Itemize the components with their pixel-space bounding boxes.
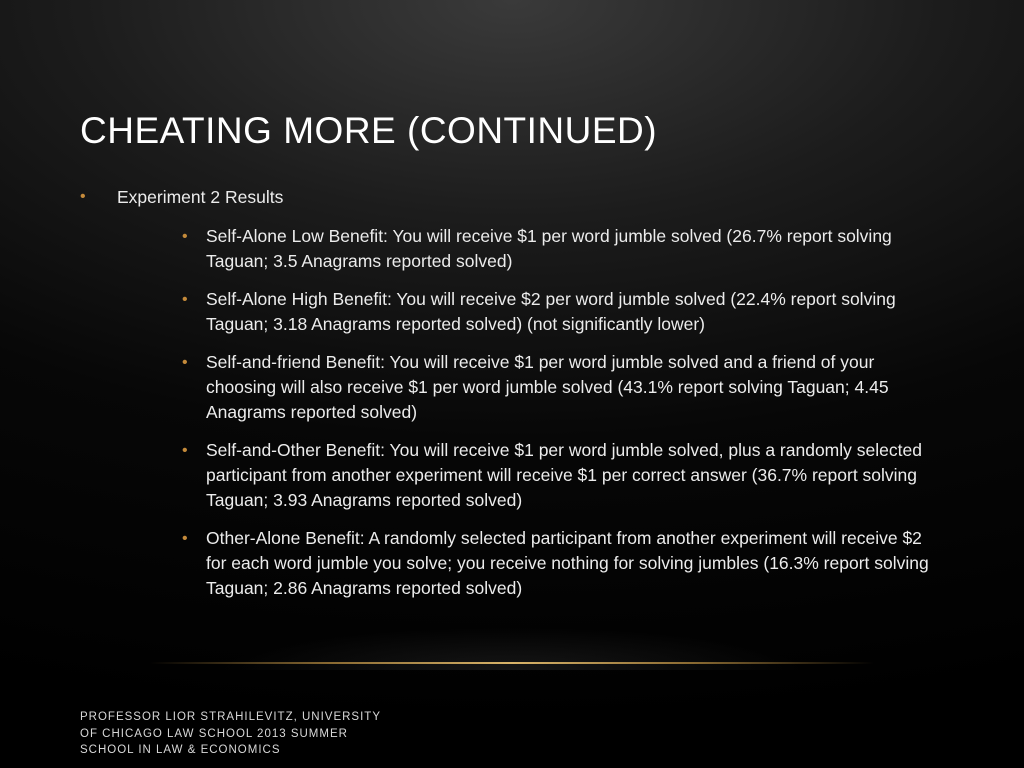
sub-bullet-text: Self-and-friend Benefit: You will receive $1 per word jumble solved and a friend of your choosing will also receive $1 per word jumble solved (43.1% report solving Taguan; 4.45 Anagrams reported solved): [206, 352, 889, 422]
bullet-dot-icon: •: [182, 354, 188, 371]
sub-bullet-item: [180, 287, 940, 337]
sub-bullet-item: [180, 438, 940, 513]
sub-bullet-item: [180, 526, 940, 601]
sub-bullet-item: [180, 224, 940, 274]
sub-bullet-text: Self-Alone High Benefit: You will receive $2 per word jumble solved (22.4% report solving Taguan; 3.18 Anagrams reported solved) (not significantly lower): [206, 289, 896, 334]
main-bullet-text: Experiment 2 Results: [117, 187, 284, 207]
divider-glow: [100, 610, 924, 670]
main-bullet-item: [80, 185, 940, 209]
sub-bullet-text: Self-and-Other Benefit: You will receive $1 per word jumble solved, plus a randomly selected participant from another experiment will receive $1 per correct answer (36.7% report solving Taguan; 3.93 Anagrams reported solved): [206, 440, 922, 510]
sub-bullet-item: [180, 350, 940, 425]
slide-content: [80, 185, 940, 614]
gold-divider-line: [150, 662, 874, 664]
sub-bullet-text: Self-Alone Low Benefit: You will receive $1 per word jumble solved (26.7% report solving Taguan; 3.5 Anagrams reported solved): [206, 226, 892, 271]
bullet-dot-icon: •: [80, 188, 86, 205]
bullet-dot-icon: •: [182, 291, 188, 308]
slide-title: CHEATING MORE (CONTINUED): [80, 110, 658, 151]
bullet-dot-icon: •: [182, 530, 188, 547]
bullet-dot-icon: •: [182, 442, 188, 459]
slide-footer: PROFESSOR LIOR STRAHILEVITZ, UNIVERSITY OF CHICAGO LAW SCHOOL 2013 SUMMER SCHOOL IN LAW & ECONOMICS: [80, 711, 381, 756]
sub-bullet-text: Other-Alone Benefit: A randomly selected participant from another experiment will receive $2 for each word jumble you solve; you receive nothing for solving jumbles (16.3% report solving Taguan; 2.86 Anagrams reported solved): [206, 528, 929, 598]
bullet-dot-icon: •: [182, 228, 188, 245]
sub-bullet-list: [80, 224, 940, 601]
